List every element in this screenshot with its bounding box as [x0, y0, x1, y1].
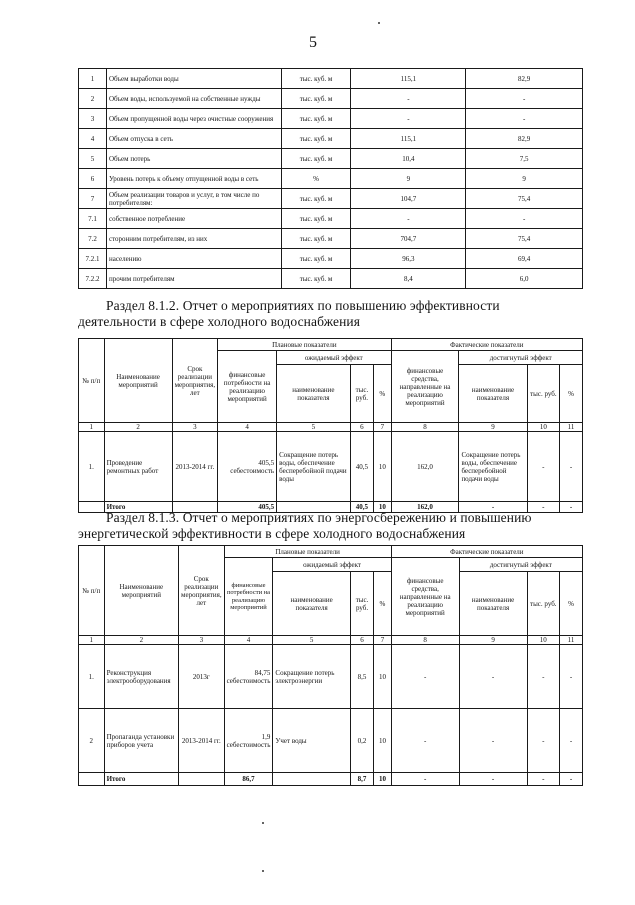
row-num: 5	[79, 149, 107, 169]
column-number-row	[79, 636, 583, 645]
row-effect-pct: 10	[374, 709, 391, 773]
row-effect-rub: 0,2	[350, 709, 373, 773]
row-num: 7.2	[79, 229, 107, 249]
water-volume-table	[78, 68, 583, 289]
row-unit: тыс. куб. м	[281, 109, 351, 129]
header-thousand-rub: тыс. руб.	[527, 365, 559, 423]
row-num: 2	[79, 709, 105, 773]
row-num: 1	[79, 69, 107, 89]
row-term: 2013-2014 гг.	[179, 709, 225, 773]
row-indicator-name: сторонним потребителям, из них	[106, 229, 281, 249]
row-num: 1.	[79, 645, 105, 709]
row-num: 7.1	[79, 209, 107, 229]
total-label: Итого	[104, 773, 178, 786]
section-heading-line2: деятельности в сфере холодного водоснабжения	[78, 314, 361, 329]
header-percent: %	[374, 365, 391, 423]
row-indicator-name: Объем реализации товаров и услуг, в том числе по потребителям:	[106, 189, 281, 209]
section-heading-line1: Раздел 8.1.3. Отчет о мероприятиях по энергосбережению и повышению	[106, 510, 532, 525]
row-term: 2013г	[179, 645, 225, 709]
header-fin-spent: финансовые средства, направленные на реализацию мероприятий	[391, 558, 459, 636]
header-planned: Плановые показатели	[218, 339, 391, 351]
column-number: 8	[391, 636, 459, 645]
column-number: 3	[172, 423, 218, 432]
row-effect-name: Сокращение потерь воды, обеспечение бесперебойной подачи воды	[277, 432, 351, 502]
column-number: 5	[273, 636, 350, 645]
row-fact-value: 82,9	[466, 129, 583, 149]
row-fin-spent: -	[391, 645, 459, 709]
column-number: 9	[459, 636, 527, 645]
header-planned: Плановые показатели	[224, 546, 391, 558]
row-unit: тыс. куб. м	[281, 69, 351, 89]
table-row	[79, 189, 583, 209]
scan-speck	[378, 22, 380, 24]
table-row	[79, 709, 583, 773]
row-num: 7.2.1	[79, 249, 107, 269]
header-actual: Фактические показатели	[391, 546, 582, 558]
header-expected-effect: ожидаемый эффект	[277, 351, 391, 365]
row-num: 6	[79, 169, 107, 189]
header-achieved-effect: достигнутый эффект	[459, 558, 582, 572]
row-achieved-name: -	[459, 645, 527, 709]
row-achieved-rub: -	[527, 709, 560, 773]
table-row	[79, 69, 583, 89]
header-num: № п/п	[79, 546, 105, 636]
scan-speck	[262, 870, 264, 872]
column-number: 7	[374, 636, 391, 645]
table-row	[79, 109, 583, 129]
section-heading-line2: энергетической эффективности в сфере холодного водоснабжения	[78, 526, 466, 541]
column-number: 1	[79, 423, 105, 432]
row-plan-value: 10,4	[351, 149, 466, 169]
total-effect-rub: 40,5	[350, 502, 373, 513]
header-expected-effect: ожидаемый эффект	[273, 558, 391, 572]
table-row	[79, 229, 583, 249]
header-fin-spent: финансовые средства, направленные на реализацию мероприятий	[391, 351, 459, 423]
column-number: 3	[179, 636, 225, 645]
total-achieved-rub: -	[527, 773, 560, 786]
row-fact-value: 69,4	[466, 249, 583, 269]
row-fact-value: 9	[466, 169, 583, 189]
section-8-1-2-heading	[78, 298, 574, 330]
row-achieved-rub: -	[527, 432, 559, 502]
header-indicator-name: наименование показателя	[273, 572, 350, 636]
row-effect-rub: 40,5	[350, 432, 373, 502]
row-unit: тыс. куб. м	[281, 89, 351, 109]
row-plan-value: 9	[351, 169, 466, 189]
row-plan-value: -	[351, 209, 466, 229]
row-indicator-name: Объем отпуска в сеть	[106, 129, 281, 149]
row-fin-spent: 162,0	[391, 432, 459, 502]
column-number: 7	[374, 423, 391, 432]
column-number-row	[79, 423, 583, 432]
total-achieved-rub: -	[527, 502, 559, 513]
row-fact-value: 82,9	[466, 69, 583, 89]
table-row	[79, 645, 583, 709]
header-thousand-rub: тыс. руб.	[350, 365, 373, 423]
column-number: 1	[79, 636, 105, 645]
row-fin-need: 84,75 себестоимость	[224, 645, 273, 709]
row-indicator-name: населению	[106, 249, 281, 269]
row-fact-value: 75,4	[466, 229, 583, 249]
column-number: 2	[104, 636, 178, 645]
row-term: 2013-2014 гг.	[172, 432, 218, 502]
row-plan-value: 96,3	[351, 249, 466, 269]
row-fin-need: 405,5 себестоимость	[218, 432, 277, 502]
row-indicator-name: Объем пропущенной воды через очистные сооружения	[106, 109, 281, 129]
header-thousand-rub: тыс. руб.	[350, 572, 373, 636]
column-number: 2	[104, 423, 172, 432]
total-achieved-name: -	[459, 502, 527, 513]
header-actual: Фактические показатели	[391, 339, 582, 351]
column-number: 4	[224, 636, 273, 645]
row-fact-value: -	[466, 109, 583, 129]
header-percent: %	[560, 572, 583, 636]
row-plan-value: 704,7	[351, 229, 466, 249]
row-plan-value: 115,1	[351, 129, 466, 149]
row-num: 4	[79, 129, 107, 149]
column-number: 6	[350, 423, 373, 432]
page-number: 5	[309, 34, 317, 51]
row-unit: тыс. куб. м	[281, 189, 351, 209]
column-number: 11	[560, 423, 583, 432]
row-unit: тыс. куб. м	[281, 129, 351, 149]
row-unit: тыс. куб. м	[281, 269, 351, 289]
total-row	[79, 773, 583, 786]
row-num: 7	[79, 189, 107, 209]
header-event-name: Наименование мероприятий	[104, 546, 178, 636]
efficiency-events-table	[78, 338, 583, 513]
column-number: 6	[350, 636, 373, 645]
row-plan-value: 104,7	[351, 189, 466, 209]
total-effect-pct: 10	[374, 773, 391, 786]
header-achieved-effect: достигнутый эффект	[459, 351, 583, 365]
row-num: 3	[79, 109, 107, 129]
row-indicator-name: Объем воды, используемой на собственные нужды	[106, 89, 281, 109]
row-fact-value: -	[466, 209, 583, 229]
row-indicator-name: прочим потребителям	[106, 269, 281, 289]
row-effect-name: Сокращение потерь электроэнергии	[273, 645, 350, 709]
row-effect-pct: 10	[374, 645, 391, 709]
table-row	[79, 432, 583, 502]
row-fact-value: 7,5	[466, 149, 583, 169]
row-achieved-pct: -	[560, 432, 583, 502]
column-number: 8	[391, 423, 459, 432]
row-achieved-rub: -	[527, 645, 560, 709]
row-num: 7.2.2	[79, 269, 107, 289]
row-indicator-name: Объем выработки воды	[106, 69, 281, 89]
table-row	[79, 89, 583, 109]
table-row	[79, 169, 583, 189]
total-effect-rub: 8,7	[350, 773, 373, 786]
total-achieved-pct: -	[560, 502, 583, 513]
row-unit: тыс. куб. м	[281, 229, 351, 249]
header-percent: %	[374, 572, 391, 636]
row-achieved-name: Сокращение потерь воды, обеспечение бесперебойной подачи воды	[459, 432, 527, 502]
row-fin-spent: -	[391, 709, 459, 773]
energy-saving-events-table	[78, 545, 583, 786]
row-num: 1.	[79, 432, 105, 502]
column-number: 10	[527, 636, 560, 645]
header-thousand-rub: тыс. руб.	[527, 572, 560, 636]
row-unit: тыс. куб. м	[281, 209, 351, 229]
row-unit: тыс. куб. м	[281, 249, 351, 269]
header-indicator-name: наименование показателя	[459, 365, 527, 423]
row-unit: %	[281, 169, 351, 189]
total-achieved-name: -	[459, 773, 527, 786]
row-indicator-name: собственное потребление	[106, 209, 281, 229]
row-fact-value: 6,0	[466, 269, 583, 289]
header-term: Срок реализации мероприятия, лет	[179, 546, 225, 636]
header-fin-need: финансовые потребности на реализацию мероприятий	[224, 558, 273, 636]
table-row	[79, 149, 583, 169]
row-num: 2	[79, 89, 107, 109]
header-event-name: Наименование мероприятий	[104, 339, 172, 423]
header-fin-need: финансовые потребности на реализацию мероприятий	[218, 351, 277, 423]
total-fin-need: 86,7	[224, 773, 273, 786]
column-number: 5	[277, 423, 351, 432]
header-percent: %	[560, 365, 583, 423]
row-plan-value: -	[351, 89, 466, 109]
column-number: 9	[459, 423, 527, 432]
row-plan-value: 8,4	[351, 269, 466, 289]
row-fact-value: -	[466, 89, 583, 109]
row-fin-need: 1,9 себестоимость	[224, 709, 273, 773]
total-fin-spent: 162,0	[391, 502, 459, 513]
total-fin-need: 405,5	[218, 502, 277, 513]
header-indicator-name: наименование показателя	[459, 572, 527, 636]
row-indicator-name: Объем потерь	[106, 149, 281, 169]
header-term: Срок реализации мероприятия, лет	[172, 339, 218, 423]
row-effect-pct: 10	[374, 432, 391, 502]
section-8-1-3-heading	[78, 510, 574, 542]
column-number: 11	[560, 636, 583, 645]
row-unit: тыс. куб. м	[281, 149, 351, 169]
total-label: Итого	[104, 502, 172, 513]
scan-speck	[262, 822, 264, 824]
column-number: 4	[218, 423, 277, 432]
row-event-name: Реконструкция электрооборудования	[104, 645, 178, 709]
row-achieved-pct: -	[560, 645, 583, 709]
row-effect-rub: 8,5	[350, 645, 373, 709]
table-row	[79, 209, 583, 229]
row-plan-value: -	[351, 109, 466, 129]
total-effect-pct: 10	[374, 502, 391, 513]
column-number: 10	[527, 423, 559, 432]
row-fact-value: 75,4	[466, 189, 583, 209]
header-indicator-name: наименование показателя	[277, 365, 351, 423]
row-event-name: Пропаганда установки приборов учета	[104, 709, 178, 773]
table-row	[79, 249, 583, 269]
row-plan-value: 115,1	[351, 69, 466, 89]
row-achieved-pct: -	[560, 709, 583, 773]
section-heading-line1: Раздел 8.1.2. Отчет о мероприятиях по повышению эффективности	[106, 298, 500, 313]
row-achieved-name: -	[459, 709, 527, 773]
table-row	[79, 269, 583, 289]
row-indicator-name: Уровень потерь к объему отпущенной воды в сеть	[106, 169, 281, 189]
row-effect-name: Учет воды	[273, 709, 350, 773]
total-fin-spent: -	[391, 773, 459, 786]
header-num: № п/п	[79, 339, 105, 423]
total-achieved-pct: -	[560, 773, 583, 786]
row-event-name: Проведение ремонтных работ	[104, 432, 172, 502]
table-row	[79, 129, 583, 149]
